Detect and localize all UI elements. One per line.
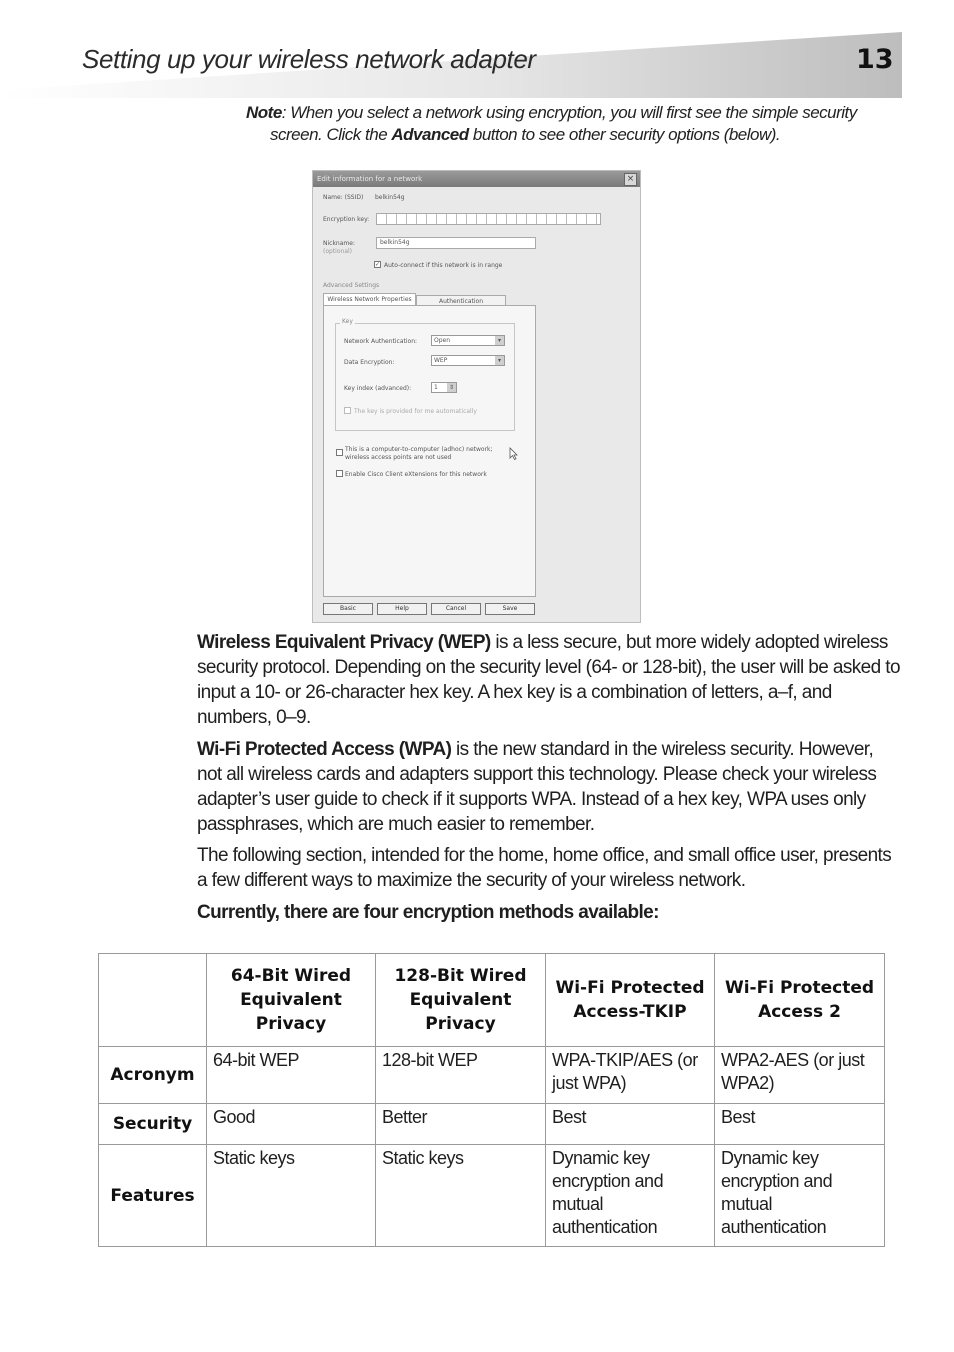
table-row bbox=[99, 1047, 885, 1104]
data-encryption-label: Data Encryption: bbox=[344, 359, 395, 366]
dialog-title: Edit information for a network bbox=[317, 175, 423, 183]
table-cell: 128-bit WEP bbox=[376, 1047, 546, 1104]
note-text-3: button to see other security options (below). bbox=[468, 125, 781, 144]
table-header-row bbox=[99, 954, 885, 1047]
note bbox=[246, 102, 866, 146]
adhoc-label-2: wireless access points are not used bbox=[345, 454, 452, 461]
nickname-input[interactable] bbox=[376, 237, 536, 249]
network-auth-label: Network Authentication: bbox=[344, 338, 418, 345]
wep-paragraph bbox=[197, 630, 902, 730]
wpa-paragraph bbox=[197, 737, 902, 837]
table-cell: Best bbox=[715, 1104, 885, 1145]
cisco-checkbox[interactable] bbox=[336, 470, 343, 477]
key-index-stepper[interactable] bbox=[431, 382, 457, 393]
adhoc-checkbox[interactable] bbox=[336, 449, 343, 456]
network-auth-value: Open bbox=[434, 337, 451, 344]
save-button[interactable] bbox=[485, 603, 535, 615]
chevron-down-icon: ▾ bbox=[495, 336, 504, 345]
adhoc-label-1: This is a computer-to-computer (adhoc) network; bbox=[345, 446, 493, 453]
auto-connect-label: Auto-connect if this network is in range bbox=[384, 262, 503, 269]
row-label: Features bbox=[99, 1145, 207, 1247]
tab-label: Authentication bbox=[438, 298, 484, 305]
table-header-cell: 128-Bit Wired Equivalent Privacy bbox=[376, 954, 546, 1047]
note-text-1: : When you select a network using encryption, you will first see the simple security bbox=[281, 103, 857, 122]
name-value: belkin54g bbox=[375, 194, 405, 201]
cisco-label: Enable Cisco Client eXtensions for this network bbox=[345, 471, 487, 478]
table-header-cell: 64-Bit Wired Equivalent Privacy bbox=[207, 954, 376, 1047]
key-provided-label: The key is provided for me automatically bbox=[354, 408, 477, 415]
button-label: Help bbox=[395, 605, 409, 612]
cursor-icon bbox=[509, 447, 518, 460]
methods-heading: Currently, there are four encryption methods available: bbox=[197, 902, 659, 923]
table-header-cell: Wi-Fi Protected Access-TKIP bbox=[546, 954, 715, 1047]
table-cell: WPA-TKIP/AES (or just WPA) bbox=[546, 1047, 715, 1104]
tab-label: Wireless Network Properties bbox=[327, 296, 412, 303]
key-group-label: Key bbox=[342, 318, 353, 325]
note-line-2 bbox=[246, 124, 866, 146]
table-header-cell: Wi-Fi Protected Access 2 bbox=[715, 954, 885, 1047]
chevron-down-icon: ▾ bbox=[495, 356, 504, 365]
table-cell: Best bbox=[546, 1104, 715, 1145]
dialog-screenshot bbox=[312, 170, 641, 623]
help-button[interactable] bbox=[377, 603, 427, 615]
button-label: Save bbox=[502, 605, 518, 612]
key-index-label: Key index (advanced): bbox=[344, 385, 412, 392]
data-encryption-value: WEP bbox=[434, 357, 448, 364]
data-encryption-select[interactable] bbox=[431, 355, 505, 366]
button-label: Basic bbox=[340, 605, 356, 612]
auto-connect-checkbox[interactable]: ✓ bbox=[375, 261, 381, 268]
nickname-optional: (optional) bbox=[323, 248, 352, 255]
note-advanced: Advanced bbox=[391, 125, 469, 144]
key-index-value: 1 bbox=[434, 384, 438, 391]
table-cell: Dynamic key encryption and mutual authentication bbox=[546, 1145, 715, 1247]
header-title: Setting up your wireless network adapter bbox=[82, 44, 536, 74]
table-cell: Static keys bbox=[376, 1145, 546, 1247]
tab-wireless-network-properties[interactable] bbox=[323, 293, 416, 305]
table-row bbox=[99, 1145, 885, 1247]
following-paragraph: The following section, intended for the home, home office, and small office user, presents a few different ways to maximize the security of your wireless network. bbox=[197, 845, 892, 891]
button-label: Cancel bbox=[445, 605, 467, 612]
dialog-titlebar bbox=[313, 171, 640, 187]
basic-button[interactable] bbox=[323, 603, 373, 615]
cancel-button[interactable] bbox=[431, 603, 481, 615]
name-label: Name: (SSID) bbox=[323, 194, 364, 201]
nickname-label: Nickname: bbox=[323, 240, 355, 247]
wep-text: is a less secure, but more widely adopted wireless security protocol. Depending on the security level (64- or 128-bit), the user will be asked to input a 10- or 26-character hex key. A hex key is a combination of letters, a–f, and numbers, 0–9. bbox=[197, 632, 900, 728]
page-number: 13 bbox=[856, 44, 894, 75]
key-provided-checkbox[interactable] bbox=[344, 407, 351, 414]
wpa-text: is the new standard in the wireless security. However, not all wireless cards and adapters support this technology. Please check your wireless adapter’s user guide to check if it supports WPA. Instead of a hex key, WPA uses only passphrases, which are much easier to remember. bbox=[197, 739, 877, 835]
table-cell: Good bbox=[207, 1104, 376, 1145]
note-label: Note bbox=[246, 103, 282, 122]
encryption-methods-table bbox=[98, 953, 885, 1247]
table-header-cell bbox=[99, 954, 207, 1047]
table-cell: Better bbox=[376, 1104, 546, 1145]
nickname-value: belkin54g bbox=[380, 239, 410, 246]
close-icon[interactable]: × bbox=[624, 173, 637, 186]
table-cell: Static keys bbox=[207, 1145, 376, 1247]
network-auth-select[interactable] bbox=[431, 335, 505, 346]
table-cell: WPA2-AES (or just WPA2) bbox=[715, 1047, 885, 1104]
row-label: Security bbox=[99, 1104, 207, 1145]
wep-term: Wireless Equivalent Privacy (WEP) bbox=[197, 632, 491, 653]
wpa-term: Wi-Fi Protected Access (WPA) bbox=[197, 739, 452, 760]
table-cell: Dynamic key encryption and mutual authentication bbox=[715, 1145, 885, 1247]
table-cell: 64-bit WEP bbox=[207, 1047, 376, 1104]
encryption-key-label: Encryption key: bbox=[323, 216, 370, 223]
encryption-key-input[interactable] bbox=[376, 213, 601, 225]
note-text-2: screen. Click the bbox=[270, 125, 392, 144]
advanced-settings-label: Advanced Settings bbox=[323, 282, 380, 289]
table-row bbox=[99, 1104, 885, 1145]
row-label: Acronym bbox=[99, 1047, 207, 1104]
spinner-icon: ⇕ bbox=[448, 384, 455, 391]
